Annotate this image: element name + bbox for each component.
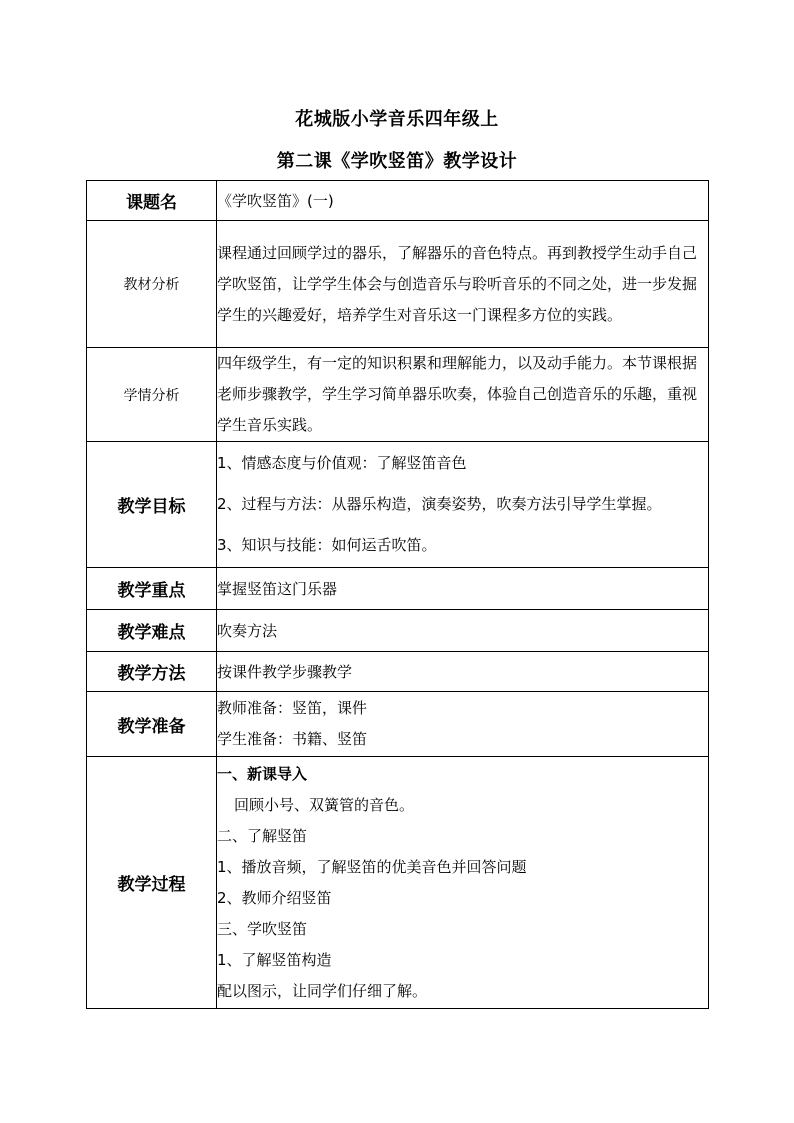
process-step: 二、了解竖笛: [217, 826, 308, 845]
label-learner: 学情分析: [87, 348, 217, 442]
row-learner: [87, 348, 709, 442]
value-key-point: 掌握竖笛这门乐器: [217, 568, 709, 610]
value-goals: [217, 442, 709, 568]
value-method: 按课件教学步骤教学: [217, 652, 709, 692]
row-method: [87, 652, 709, 692]
material-text: 课程通过回顾学过的器乐，了解器乐的音色特点。再到教授学生动手自己学吹竖笛，让学学生体会与创造音乐与聆听音乐的不同之处，进一步发掘学生的兴趣爱好，培养学生对音乐这一门课程多方位的实践。: [217, 243, 698, 324]
row-material: [87, 221, 709, 348]
process-step: 1、了解竖笛构造: [217, 950, 332, 969]
value-preparation: [217, 692, 709, 757]
preparation-item: 教师准备：竖笛，课件: [217, 699, 368, 717]
label-key-point: 教学重点: [87, 568, 217, 610]
value-material: [217, 221, 709, 348]
goal-item: 2、过程与方法：从器乐构造，演奏姿势，吹奏方法引导学生掌握。: [217, 495, 662, 513]
process-step: 配以图示，让同学们仔细了解。: [217, 981, 428, 1000]
row-topic: [87, 181, 709, 221]
label-preparation: 教学准备: [87, 692, 217, 757]
process-step: 三、学吹竖笛: [217, 919, 308, 938]
label-topic: 课题名: [87, 181, 217, 221]
label-goals: 教学目标: [87, 442, 217, 568]
value-learner: [217, 348, 709, 442]
preparation-item: 学生准备：书籍、竖笛: [217, 730, 368, 748]
goal-item: 1、情感态度与价值观：了解竖笛音色: [217, 454, 467, 472]
process-step: 1、播放音频，了解竖笛的优美音色并回答问题: [217, 857, 527, 876]
lesson-plan-table: [86, 180, 709, 1009]
row-difficulty: [87, 610, 709, 652]
label-process: 教学过程: [87, 757, 217, 1009]
document-title: 花城版小学音乐四年级上: [295, 109, 499, 130]
document-subtitle: 第二课《学吹竖笛》教学设计: [276, 151, 518, 172]
row-goals: [87, 442, 709, 568]
value-difficulty: 吹奏方法: [217, 610, 709, 652]
row-key-point: [87, 568, 709, 610]
goal-item: 3、知识与技能：如何运舌吹笛。: [217, 536, 437, 554]
process-step: 回顾小号、双簧管的音色。: [234, 795, 415, 814]
row-preparation: [87, 692, 709, 757]
value-topic: 《学吹竖笛》(一): [217, 181, 709, 221]
process-step: 一、新课导入: [217, 764, 308, 783]
row-process: [87, 757, 709, 1009]
label-material: 教材分析: [87, 221, 217, 348]
label-difficulty: 教学难点: [87, 610, 217, 652]
process-step: 2、教师介绍竖笛: [217, 888, 332, 907]
learner-text: 四年级学生，有一定的知识积累和理解能力，以及动手能力。本节课根据老师步骤教学，学生学习简单器乐吹奏，体验自己创造音乐的乐趣，重视学生音乐实践。: [217, 354, 698, 434]
value-process: [217, 757, 709, 1009]
label-method: 教学方法: [87, 652, 217, 692]
